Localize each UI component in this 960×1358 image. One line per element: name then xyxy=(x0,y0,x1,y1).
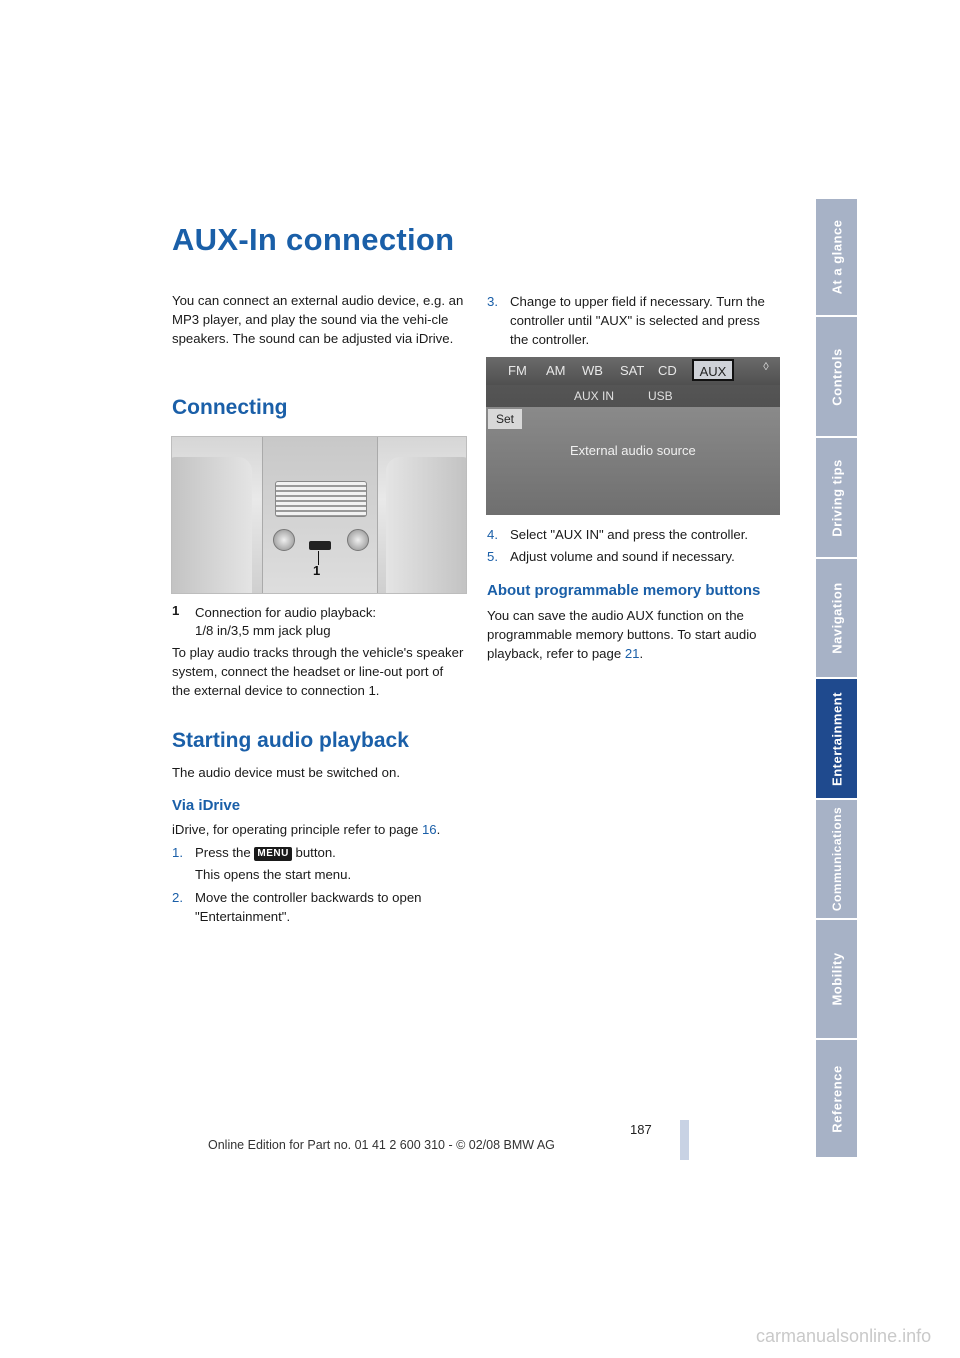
tab-label: Communications xyxy=(829,806,844,912)
tab-label: At a glance xyxy=(829,219,844,295)
page-title: AUX-In connection xyxy=(172,222,455,257)
step-number: 1. xyxy=(172,845,183,860)
step3-line2: controller until "AUX" is selected and press xyxy=(510,313,760,328)
idrive-body xyxy=(172,820,440,839)
step-4 xyxy=(487,525,781,545)
callout-number: 1 xyxy=(313,563,321,578)
idrive-body-end: . xyxy=(436,822,441,837)
step5-text: Adjust volume and sound if necessary. xyxy=(510,549,735,564)
step2-line1: Move the controller backwards to open xyxy=(195,890,422,905)
caption-line2: 1/8 in/3,5 mm jack plug xyxy=(195,623,331,638)
step-number: 3. xyxy=(487,294,498,309)
aux-jack xyxy=(309,541,331,550)
step-number: 5. xyxy=(487,549,498,564)
caption-line1: Connection for audio playback: xyxy=(195,605,377,620)
tab-label: Entertainment xyxy=(829,691,844,786)
knob-right xyxy=(347,529,369,551)
screen-tab-sat: SAT xyxy=(620,363,645,378)
memory-body-text: You can save the audio AUX function on the programmable memory buttons. To start audio playback, refer to page xyxy=(487,608,757,661)
page-number: 187 xyxy=(630,1122,652,1137)
tab-navigation[interactable] xyxy=(816,559,857,679)
knob-left xyxy=(273,529,295,551)
step-number: 4. xyxy=(487,527,498,542)
footer-text: Online Edition for Part no. 01 41 2 600 310 - © 02/08 BMW AG xyxy=(208,1138,555,1152)
tab-controls[interactable] xyxy=(816,317,857,438)
screen-body-text: External audio source xyxy=(570,443,696,458)
step-3 xyxy=(487,292,781,352)
step4-text: Select "AUX IN" and press the controller. xyxy=(510,527,749,542)
tab-at-a-glance[interactable] xyxy=(816,199,857,317)
watermark: carmanualsonline.info xyxy=(756,1326,932,1346)
tab-label: Navigation xyxy=(829,582,844,654)
screen-tab-am: AM xyxy=(546,363,566,378)
section-heading-starting: Starting audio playback xyxy=(172,729,409,752)
intro-text: You can connect an external audio device, e.g. an MP3 player, and play the sound via the vehi-cle speakers. The sound can be adjusted via iDrive. xyxy=(172,293,464,346)
screen-set-button: Set xyxy=(488,409,522,429)
air-vent xyxy=(275,481,367,517)
seat-left xyxy=(171,457,252,594)
step1-post: button. xyxy=(291,845,336,860)
tab-label: Reference xyxy=(829,1064,844,1133)
step1-line2: This opens the start menu. xyxy=(195,867,352,882)
menu-button-glyph: MENU xyxy=(254,847,291,861)
step-1 xyxy=(172,843,464,883)
starting-body: The audio device must be switched on. xyxy=(172,765,400,780)
screen-tab-fm: FM xyxy=(508,363,527,378)
step1-pre: Press the xyxy=(195,845,255,860)
screen-tab-wb: WB xyxy=(582,363,603,378)
tab-label: Controls xyxy=(829,347,844,406)
subheading-via-idrive: Via iDrive xyxy=(172,797,241,814)
tab-label: Mobility xyxy=(829,952,844,1006)
tab-driving-tips[interactable] xyxy=(816,438,857,559)
memory-body-end: . xyxy=(639,646,644,661)
step2-line2: "Entertainment". xyxy=(195,909,291,924)
tab-label: Driving tips xyxy=(829,458,844,537)
idrive-body-text: iDrive, for operating principle refer to page xyxy=(172,822,422,837)
tab-entertainment[interactable] xyxy=(816,679,857,800)
step3-line3: the controller. xyxy=(510,332,590,347)
idrive-screen xyxy=(486,357,780,515)
memory-body xyxy=(487,606,781,663)
step-5 xyxy=(487,547,781,567)
tab-reference[interactable] xyxy=(816,1040,857,1159)
screen-body xyxy=(486,407,780,515)
screen-nav-arrows-icon: ◊ xyxy=(763,361,769,373)
step-number: 2. xyxy=(172,890,183,905)
step3-line1: Change to upper field if necessary. Turn the xyxy=(510,294,765,309)
footer-bar xyxy=(680,1120,689,1160)
tab-mobility[interactable] xyxy=(816,920,857,1040)
console-photo xyxy=(171,436,467,594)
seat-right xyxy=(386,457,467,594)
caption-number: 1 xyxy=(172,603,180,618)
screen-sub-usb: USB xyxy=(648,389,673,403)
tab-communications[interactable] xyxy=(816,800,857,920)
page-link-21[interactable]: 21 xyxy=(624,646,640,661)
step-text xyxy=(195,843,336,862)
screen-tab-aux-selected: AUX xyxy=(692,359,734,381)
page-link-16[interactable]: 16 xyxy=(421,822,437,837)
screen-sub-aux-in: AUX IN xyxy=(574,389,615,403)
connecting-body: To play audio tracks through the vehicle's speaker system, connect the headset or line-out port of the external device to connection 1. xyxy=(172,645,464,698)
step-2 xyxy=(172,888,464,928)
chapter-tabs xyxy=(816,199,857,1159)
subheading-memory-buttons: About programmable memory buttons xyxy=(487,582,761,599)
screen-tab-cd: CD xyxy=(658,363,677,378)
section-heading-connecting: Connecting xyxy=(172,396,288,419)
